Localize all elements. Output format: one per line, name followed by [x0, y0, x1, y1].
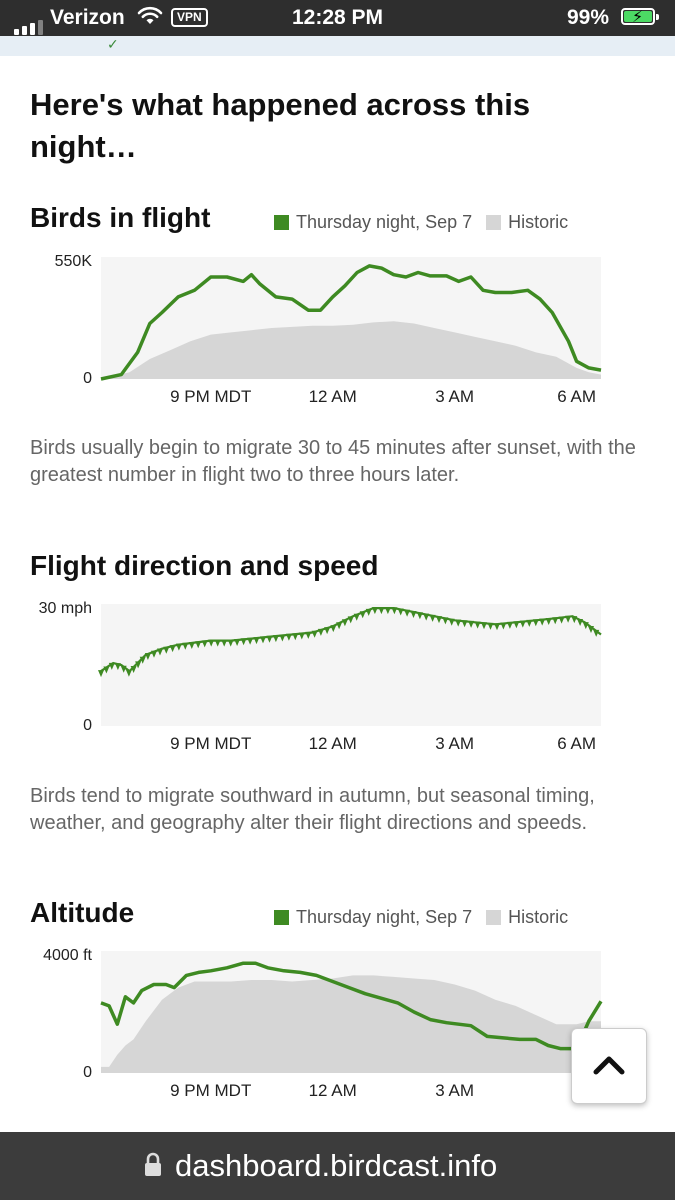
legend-current-swatch [274, 215, 289, 230]
birds-in-flight-description: Birds usually begin to migrate 30 to 45 minutes after sunset, with the greatest number in flight two to three hours later. [30, 437, 636, 486]
y-tick-label: 0 [83, 370, 92, 387]
chevron-up-icon [592, 1054, 626, 1076]
x-tick-label: 9 PM MDT [170, 387, 252, 406]
lock-icon [143, 1152, 163, 1183]
vpn-badge: VPN [171, 8, 208, 27]
birds-legend[interactable] [274, 212, 568, 233]
status-bar [0, 0, 675, 36]
legend-historic-swatch [486, 215, 501, 230]
carrier-name: Verizon [50, 6, 125, 29]
legend-historic-swatch [486, 910, 501, 925]
flight-direction-description: Birds tend to migrate southward in autumn, but seasonal timing, weather, and geography alter their flight directions and speeds. [30, 785, 595, 834]
y-tick-label: 550K [54, 253, 92, 270]
x-tick-label: 12 AM [308, 1081, 357, 1100]
battery-percent: 99% [567, 6, 610, 29]
x-tick-label: 3 AM [435, 734, 475, 753]
legend-current-label: Thursday night, Sep 7 [296, 212, 473, 232]
legend-current-swatch [274, 910, 289, 925]
y-tick-label: 30 mph [38, 600, 92, 617]
flight-direction-title: Flight direction and speed [30, 550, 379, 581]
x-tick-label: 12 AM [308, 734, 357, 753]
y-tick-label: 0 [83, 1064, 92, 1081]
altitude-title: Altitude [30, 897, 135, 928]
y-tick-label: 0 [83, 717, 92, 734]
clock: 12:28 PM [291, 6, 384, 29]
flight-direction-chart [0, 590, 675, 760]
x-tick-label: 6 AM [557, 734, 596, 753]
page-heading: Here's what happened across this night… [30, 87, 531, 164]
x-tick-label: 6 AM [557, 387, 596, 406]
x-tick-label: 9 PM MDT [170, 734, 252, 753]
birds-in-flight-title: Birds in flight [30, 202, 211, 233]
altitude-legend[interactable] [274, 907, 568, 928]
check-icon: ✓ [107, 36, 119, 52]
legend-historic-label: Historic [508, 212, 569, 232]
page-top-strip [0, 36, 675, 56]
scroll-to-top-button[interactable] [571, 1028, 647, 1104]
battery-icon: ⚡ [621, 8, 655, 25]
y-tick-label: 4000 ft [43, 947, 92, 964]
url-text[interactable]: dashboard.birdcast.info [175, 1148, 498, 1183]
legend-current-label: Thursday night, Sep 7 [296, 907, 473, 927]
x-tick-label: 12 AM [308, 387, 357, 406]
browser-url-bar[interactable] [0, 1132, 675, 1200]
x-tick-label: 3 AM [435, 387, 475, 406]
legend-historic-label: Historic [508, 907, 569, 927]
birds-in-flight-chart [0, 240, 675, 415]
x-tick-label: 3 AM [435, 1081, 475, 1100]
x-tick-label: 9 PM MDT [170, 1081, 252, 1100]
